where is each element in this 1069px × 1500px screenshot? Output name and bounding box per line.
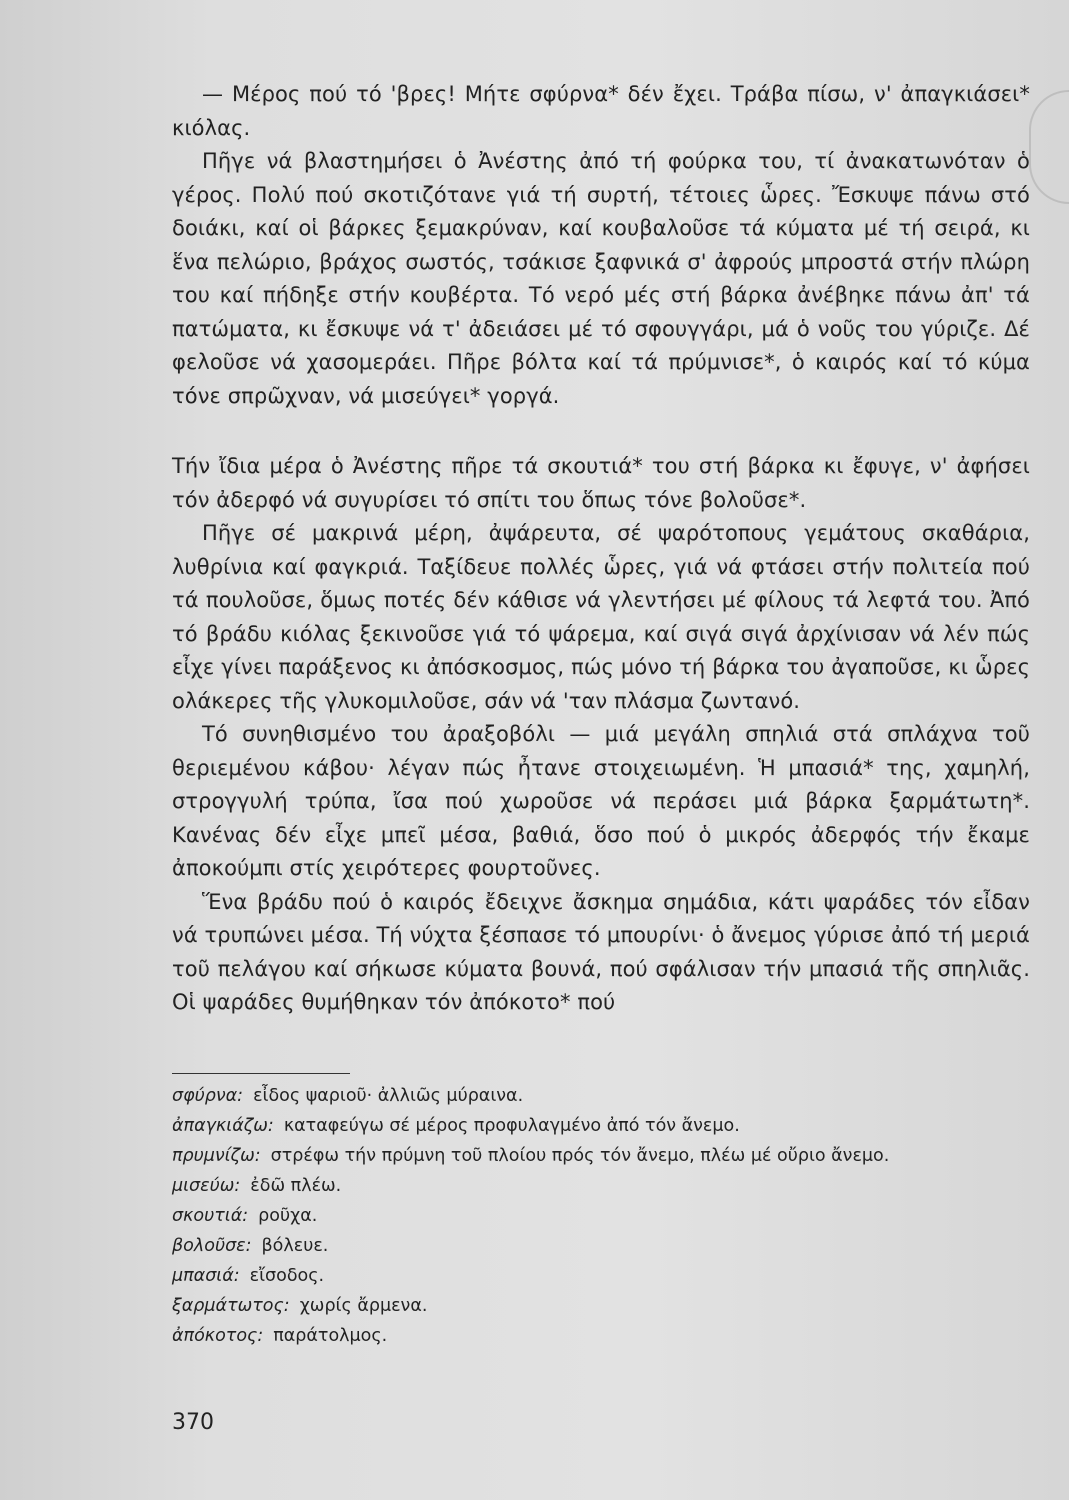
footnote — [172, 1141, 1030, 1171]
footnote-term: ἀπαγκιάζω: — [172, 1116, 274, 1136]
footnote — [172, 1291, 1030, 1321]
footnote-definition: χωρίς ἄρμενα. — [299, 1296, 428, 1316]
paragraph: Πῆγε σέ μακρινά μέρη, ἀψάρευτα, σέ ψαρότοπους γεμάτους σκαθάρια, λυθρίνια καί φαγκριά. Ταξίδευε πολλές ὧρες, γιά νά φτάσει στήν πολιτεία πού τά πουλοῦσε, ὅμως ποτές δέν κάθισε νά γλεντήσει μέ φίλους τά λεφτά του. Ἀπό τό βράδυ κιόλας ξεκινοῦσε γιά τό ψάρεμα, καί σιγά σιγά ἀρχίνισαν νά λέν πώς εἶχε γίνει παράξενος κι ἀπόσκοσμος, πώς μόνο τή βάρκα του ἀγαποῦσε, κι ὧρες ολάκερες τῆς γλυκομιλοῦσε, σάν νά 'ταν πλάσμα ζωντανό. — [172, 521, 1030, 713]
footnote-definition: καταφεύγω σέ μέρος προφυλαγμένο ἀπό τόν ἄνεμο. — [283, 1116, 740, 1136]
footnote — [172, 1201, 1030, 1231]
footnote — [172, 1171, 1030, 1201]
paragraph: Τό συνηθισμένο του ἀραξοβόλι — μιά μεγάλη σπηλιά στά σπλάχνα τοῦ θεριεμένου κάβου· λέγαν πώς ἦτανε στοιχειωμένη. Ἡ μπασιά* της, χαμηλή, στρογγυλή τρύπα, ἴσα πού χωροῦσε νά περάσει μιά βάρκα ξαρμάτωτη*. Κανένας δέν εἶχε μπεῖ μέσα, βαθιά, ὅσο πού ὁ μικρός ἀδερφός τήν ἔκαμε ἀποκούμπι στίς χειρότερες φουρτοῦνες. — [172, 722, 1030, 880]
footnote-term: πρυμνίζω: — [172, 1146, 261, 1166]
bleed-through-shape — [1029, 90, 1069, 204]
footnote — [172, 1231, 1030, 1261]
footnote — [172, 1261, 1030, 1291]
footnote — [172, 1111, 1030, 1141]
footnote-term: βολοῦσε: — [172, 1236, 252, 1256]
footnotes — [172, 1081, 1030, 1351]
footnote-term: σκουτιά: — [172, 1206, 249, 1226]
footnote-definition: εἶδος ψαριοῦ· ἀλλιῶς μύραινα. — [253, 1086, 524, 1106]
page-number: 370 — [172, 1410, 214, 1435]
footnote-term: μισεύω: — [172, 1176, 241, 1196]
footnote-definition: στρέφω τήν πρύμνη τοῦ πλοίου πρός τόν ἄνεμο, πλέω μέ οὔριο ἄνεμο. — [270, 1146, 890, 1166]
footnote-definition: εἴσοδος. — [249, 1266, 325, 1286]
footnote-definition: βόλευε. — [261, 1236, 329, 1256]
footnote-definition: παράτολμος. — [273, 1326, 388, 1346]
footnote-separator — [172, 1073, 350, 1074]
footnote-term: σφύρνα: — [172, 1086, 244, 1106]
paragraph: Πῆγε νά βλαστημήσει ὁ Ἀνέστης ἀπό τή φούρκα του, τί ἀνακατωνόταν ὁ γέρος. Πολύ πού σκοτιζότανε γιά τή συρτή, τέτοιες ὧρες. Ἔσκυψε πάνω στό δοιάκι, καί οἱ βάρκες ξεμακρύναν, καί κουβαλοῦσε τά κύματα μέ τή σειρά, κι ἕνα πελώριο, βράχος σωστός, τσάκισε ξαφνικά σ' ἀφρούς μπροστά στήν πλώρη του καί πήδηξε στήν κουβέρτα. Τό νερό μές στή βάρκα ἀνέβηκε πάνω ἀπ' τά πατώματα, κι ἔσκυψε νά τ' ἀδειάσει μέ τό σφουγγάρι, μά ὁ νοῦς του γύριζε. Δέ φελοῦσε νά χασομεράει. Πῆρε βόλτα καί τά πρύμνισε*, ὁ καιρός καί τό κύμα τόνε σπρῶχναν, νά μισεύγει* γοργά. — [172, 149, 1030, 408]
footnote-term: μπασιά: — [172, 1266, 240, 1286]
main-text — [172, 78, 1030, 1020]
paragraph: Ἕνα βράδυ πού ὁ καιρός ἔδειχνε ἄσκημα σημάδια, κάτι ψαράδες τόν εἶδαν νά τρυπώνει μέσα. Τή νύχτα ξέσπασε τό μπουρίνι· ὁ ἄνεμος γύρισε ἀπό τή μεριά τοῦ πελάγου καί σήκωσε κύματα βουνά, πού σφάλισαν τήν μπασιά τῆς σπηλιᾶς. Οἱ ψαράδες θυμήθηκαν τόν ἀπόκοτο* πού — [172, 889, 1030, 1014]
footnote-definition: ροῦχα. — [258, 1206, 318, 1226]
footnote — [172, 1321, 1030, 1351]
paragraph: Τήν ἴδια μέρα ὁ Ἀνέστης πῆρε τά σκουτιά* του στή βάρκα κι ἔφυγε, ν' ἀφήσει τόν ἀδερφό νά συγυρίσει τό σπίτι του ὅπως τόνε βολοῦσε*. — [172, 454, 1030, 512]
footnote-term: ἀπόκοτος: — [172, 1326, 264, 1346]
footnote-term: ξαρμάτωτος: — [172, 1296, 290, 1316]
paragraph: — Μέρος πού τό 'βρες! Μήτε σφύρνα* δέν ἔχει. Τράβα πίσω, ν' ἀπαγκιάσει* κιόλας. — [172, 82, 1030, 140]
footnote-definition: ἐδῶ πλέω. — [250, 1176, 342, 1196]
footnote — [172, 1081, 1030, 1111]
